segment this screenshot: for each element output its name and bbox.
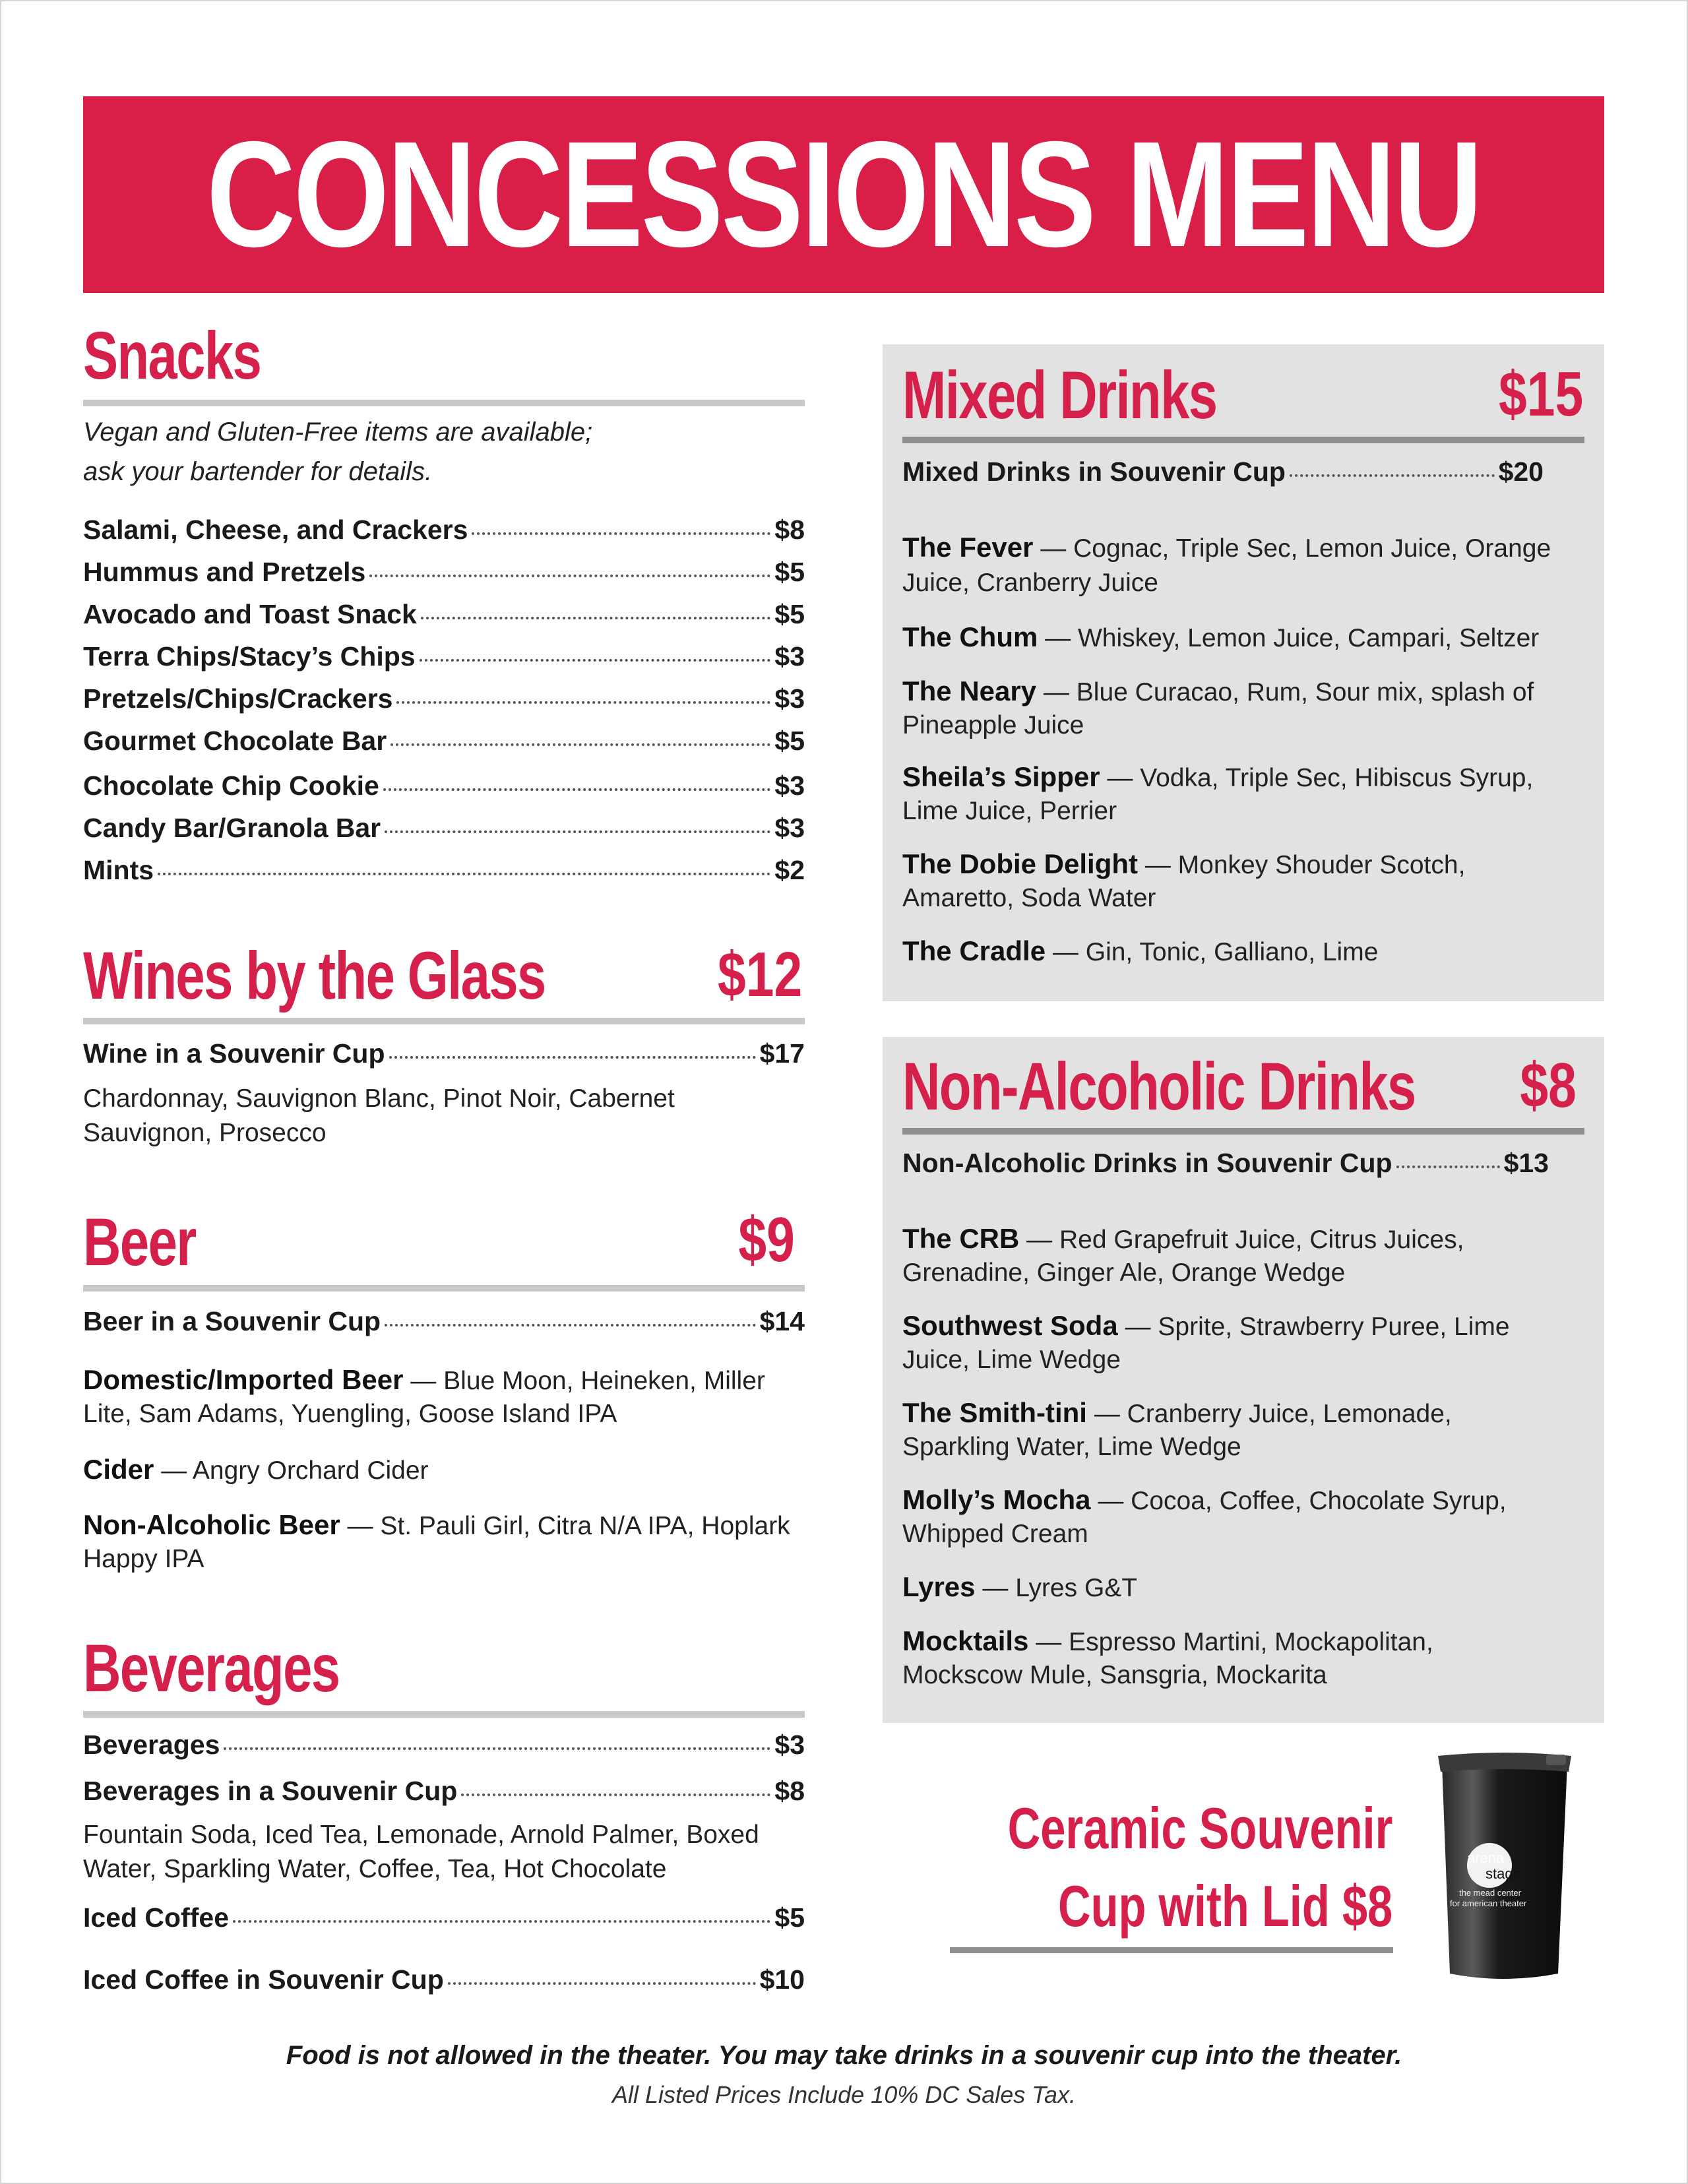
beer-souvenir-item xyxy=(83,1306,805,1337)
beverage-item xyxy=(83,1730,805,1761)
mixed-souvenir-item xyxy=(902,456,1544,487)
nonalc-drink-item: Lyres — Lyres G&T xyxy=(902,1571,1138,1602)
dot-leader xyxy=(224,1747,770,1750)
snack-item-name: Avocado and Toast Snack xyxy=(83,599,417,629)
mixed-drink-name: The Neary xyxy=(902,675,1037,706)
snack-item-name: Terra Chips/Stacy’s Chips xyxy=(83,641,416,671)
beer-item: Cider — Angry Orchard Cider xyxy=(83,1454,429,1485)
snack-item xyxy=(83,813,805,844)
mixed-drink-name: The Cradle xyxy=(902,935,1046,966)
beverages-list-line2: Water, Sparkling Water, Coffee, Tea, Hot Chocolate xyxy=(83,1855,667,1883)
beverage-item-price: $3 xyxy=(774,1730,805,1760)
beverages-rule xyxy=(83,1711,805,1718)
footer-policy: Food is not allowed in the theater. You may take drinks in a souvenir cup into the theater. xyxy=(286,2041,1402,2070)
nonalc-drink-name: The CRB xyxy=(902,1223,1020,1254)
snack-item xyxy=(83,770,805,801)
footer-tax-note: All Listed Prices Include 10% DC Sales Tax. xyxy=(611,2081,1076,2108)
mixed-drink-desc-line2: Juice, Cranberry Juice xyxy=(902,569,1158,597)
coffee-item xyxy=(83,1902,805,1933)
wine-list-line1: Chardonnay, Sauvignon Blanc, Pinot Noir, Cabernet xyxy=(83,1084,675,1113)
logo-tagline-1: the mead center xyxy=(1459,1888,1521,1898)
dot-leader xyxy=(233,1920,770,1923)
mixed-drink-name: Sheila’s Sipper xyxy=(902,761,1100,792)
mixed-drink-desc: Vodka, Triple Sec, Hibiscus Syrup, xyxy=(1140,764,1534,792)
wine-souvenir-item xyxy=(83,1038,805,1069)
mixed-drink-item: The Cradle — Gin, Tonic, Galliano, Lime xyxy=(902,935,1379,966)
nonalc-drink-item: Molly’s Mocha — Cocoa, Coffee, Chocolate Syrup, xyxy=(902,1484,1507,1515)
logo-word-arena: arena xyxy=(1467,1850,1505,1866)
wines-price: $12 xyxy=(717,939,802,1010)
souvenir-rule xyxy=(950,1947,1393,1953)
snacks-note-line1: Vegan and Gluten-Free items are available; xyxy=(83,418,593,447)
coffee-item xyxy=(83,1964,805,1995)
wine-souvenir-name: Wine in a Souvenir Cup xyxy=(83,1038,385,1069)
page-title: CONCESSIONS MENU xyxy=(206,110,1481,278)
beverages-list-line1: Fountain Soda, Iced Tea, Lemonade, Arnold Palmer, Boxed xyxy=(83,1821,759,1849)
snack-item-price: $5 xyxy=(774,726,805,756)
snack-item-name: Pretzels/Chips/Crackers xyxy=(83,683,393,714)
dot-leader xyxy=(461,1794,770,1796)
dot-leader xyxy=(369,575,770,577)
beer-item-desc: Blue Moon, Heineken, Miller xyxy=(443,1367,765,1395)
nonalc-drink-desc: Red Grapefruit Juice, Citrus Juices, xyxy=(1059,1226,1464,1254)
beer-item-desc-line2: Happy IPA xyxy=(83,1545,204,1573)
nonalc-drink-name: Molly’s Mocha xyxy=(902,1484,1091,1515)
snack-item xyxy=(83,683,805,714)
beer-item: Domestic/Imported Beer — Blue Moon, Heineken, Miller xyxy=(83,1364,765,1395)
logo-word-stage: stage xyxy=(1485,1865,1521,1882)
nonalc-drink-name: The Smith-tini xyxy=(902,1397,1087,1428)
beer-item: Non-Alcoholic Beer — St. Pauli Girl, Citra N/A IPA, Hoplark xyxy=(83,1509,790,1540)
snack-item-name: Salami, Cheese, and Crackers xyxy=(83,515,468,545)
dot-leader xyxy=(396,701,770,704)
beer-item-desc: St. Pauli Girl, Citra N/A IPA, Hoplark xyxy=(380,1512,790,1540)
beverage-item xyxy=(83,1776,805,1807)
beer-item-name: Cider xyxy=(83,1454,154,1485)
beer-item-desc-line2: Lite, Sam Adams, Yuengling, Goose Island IPA xyxy=(83,1400,617,1428)
mixed-drink-desc-line2: Pineapple Juice xyxy=(902,711,1084,739)
nonalc-drink-desc: Sprite, Strawberry Puree, Lime xyxy=(1158,1313,1510,1341)
coffee-item-name: Iced Coffee in Souvenir Cup xyxy=(83,1964,444,1995)
snack-item-price: $2 xyxy=(774,855,805,885)
beverages-title: Beverages xyxy=(83,1631,340,1706)
wine-souvenir-price: $17 xyxy=(759,1038,805,1069)
snack-item-price: $3 xyxy=(774,813,805,843)
non-alcoholic-panel xyxy=(883,1037,1604,1723)
nonalc-drink-item: Mocktails — Espresso Martini, Mockapolitan, xyxy=(902,1625,1433,1656)
snack-item xyxy=(83,726,805,757)
mixed-drink-desc: Whiskey, Lemon Juice, Campari, Seltzer xyxy=(1078,624,1540,652)
souvenir-cup-image xyxy=(1433,1749,1574,1985)
dot-leader xyxy=(158,873,770,875)
snack-item-price: $3 xyxy=(774,641,805,671)
snack-item xyxy=(83,855,805,886)
mixed-drink-desc: Cognac, Triple Sec, Lemon Juice, Orange xyxy=(1073,534,1551,563)
snack-item-name: Candy Bar/Granola Bar xyxy=(83,813,381,843)
beer-title: Beer xyxy=(83,1204,196,1280)
logo-tagline-2: for american theater xyxy=(1450,1898,1527,1908)
nonalc-drink-desc-line2: Sparkling Water, Lime Wedge xyxy=(902,1433,1241,1461)
nonalc-drink-desc: Cocoa, Coffee, Chocolate Syrup, xyxy=(1131,1487,1507,1515)
dot-leader xyxy=(383,788,771,791)
mixed-drink-name: The Fever xyxy=(902,532,1034,563)
nonalc-souvenir-price: $13 xyxy=(1503,1148,1549,1178)
snack-item-name: Mints xyxy=(83,855,154,885)
snack-item-price: $3 xyxy=(774,770,805,801)
non-alcoholic-title: Non-Alcoholic Drinks xyxy=(902,1049,1416,1124)
beverage-item-name: Beverages in a Souvenir Cup xyxy=(83,1776,458,1806)
mixed-drinks-rule xyxy=(902,437,1584,443)
nonalc-drink-desc-line2: Whipped Cream xyxy=(902,1520,1088,1548)
nonalc-drink-item: Southwest Soda — Sprite, Strawberry Puree, Lime xyxy=(902,1310,1510,1341)
beer-item-name: Domestic/Imported Beer xyxy=(83,1364,404,1395)
beer-item-desc: Angry Orchard Cider xyxy=(192,1456,429,1485)
nonalc-drink-desc-line2: Juice, Lime Wedge xyxy=(902,1346,1121,1374)
snack-item-name: Hummus and Pretzels xyxy=(83,557,366,587)
beer-souvenir-price: $14 xyxy=(759,1306,805,1336)
coffee-item-name: Iced Coffee xyxy=(83,1902,229,1933)
snack-item xyxy=(83,557,805,588)
mixed-drink-name: The Chum xyxy=(902,621,1038,652)
nonalc-souvenir-name: Non-Alcoholic Drinks in Souvenir Cup xyxy=(902,1148,1392,1178)
nonalc-drink-item: The Smith-tini — Cranberry Juice, Lemonade, xyxy=(902,1397,1452,1428)
nonalc-drink-item: The CRB — Red Grapefruit Juice, Citrus Juices, xyxy=(902,1223,1464,1254)
dot-leader xyxy=(391,743,770,746)
snacks-note-line2: ask your bartender for details. xyxy=(83,457,433,486)
non-alcoholic-rule xyxy=(902,1128,1584,1135)
wine-list-line2: Sauvignon, Prosecco xyxy=(83,1119,327,1147)
coffee-item-price: $5 xyxy=(774,1902,805,1933)
mixed-drink-desc-line2: Amaretto, Soda Water xyxy=(902,884,1156,912)
mixed-drink-desc: Blue Curacao, Rum, Sour mix, splash of xyxy=(1076,678,1534,706)
snack-item xyxy=(83,641,805,672)
beer-price: $9 xyxy=(738,1204,795,1275)
mixed-drink-item: The Chum — Whiskey, Lemon Juice, Campari, Seltzer xyxy=(902,621,1540,652)
beverage-item-price: $8 xyxy=(774,1776,805,1806)
wines-rule xyxy=(83,1018,805,1024)
nonalc-drink-name: Lyres xyxy=(902,1571,976,1602)
beer-item-name: Non-Alcoholic Beer xyxy=(83,1509,340,1540)
mixed-drink-desc: Monkey Shouder Scotch, xyxy=(1177,851,1466,879)
nonalc-drink-name: Mocktails xyxy=(902,1625,1029,1656)
snack-item-name: Chocolate Chip Cookie xyxy=(83,770,379,801)
dot-leader xyxy=(385,1324,755,1326)
mixed-drink-desc: Gin, Tonic, Galliano, Lime xyxy=(1085,938,1379,966)
nonalc-drink-name: Southwest Soda xyxy=(902,1310,1118,1341)
snack-item-price: $5 xyxy=(774,557,805,587)
snack-item-price: $3 xyxy=(774,683,805,714)
dot-leader xyxy=(421,617,771,619)
dot-leader xyxy=(389,1056,756,1059)
souvenir-cup-title-line1: Ceramic Souvenir xyxy=(1007,1795,1392,1861)
mixed-souvenir-name: Mixed Drinks in Souvenir Cup xyxy=(902,456,1286,487)
non-alcoholic-price: $8 xyxy=(1520,1050,1577,1121)
cup-lid-tab xyxy=(1546,1755,1566,1765)
beer-souvenir-name: Beer in a Souvenir Cup xyxy=(83,1306,381,1336)
dot-leader xyxy=(448,1982,756,1985)
mixed-drink-item: The Dobie Delight — Monkey Shouder Scotch, xyxy=(902,848,1466,879)
beer-rule xyxy=(83,1285,805,1292)
snack-item-name: Gourmet Chocolate Bar xyxy=(83,726,387,756)
snacks-rule xyxy=(83,400,805,406)
snack-item xyxy=(83,599,805,630)
dot-leader xyxy=(1290,474,1495,477)
snack-item xyxy=(83,515,805,546)
nonalc-drink-desc-line2: Mockscow Mule, Sansgria, Mockarita xyxy=(902,1661,1327,1689)
mixed-drink-name: The Dobie Delight xyxy=(902,848,1138,879)
nonalc-drink-desc: Lyres G&T xyxy=(1015,1574,1138,1602)
mixed-drink-item: Sheila’s Sipper — Vodka, Triple Sec, Hibiscus Syrup, xyxy=(902,761,1534,792)
mixed-drinks-title: Mixed Drinks xyxy=(902,358,1217,433)
nonalc-drink-desc: Espresso Martini, Mockapolitan, xyxy=(1069,1628,1433,1656)
nonalc-drink-desc-line2: Grenadine, Ginger Ale, Orange Wedge xyxy=(902,1259,1346,1287)
mixed-drink-desc-line2: Lime Juice, Perrier xyxy=(902,797,1117,825)
nonalc-souvenir-item xyxy=(902,1148,1549,1179)
wines-title: Wines by the Glass xyxy=(83,938,546,1013)
beverage-item-name: Beverages xyxy=(83,1730,220,1760)
mixed-souvenir-price: $20 xyxy=(1498,456,1544,487)
mixed-drinks-price: $15 xyxy=(1498,359,1583,429)
souvenir-cup-title-line2: Cup with Lid $8 xyxy=(1057,1873,1392,1939)
mixed-drink-item: The Fever — Cognac, Triple Sec, Lemon Juice, Orange xyxy=(902,532,1551,563)
dot-leader xyxy=(420,659,771,662)
dot-leader xyxy=(1396,1166,1500,1168)
coffee-item-price: $10 xyxy=(759,1964,805,1995)
title-banner xyxy=(83,96,1604,293)
snack-item-price: $8 xyxy=(774,515,805,545)
dot-leader xyxy=(472,532,770,535)
nonalc-drink-desc: Cranberry Juice, Lemonade, xyxy=(1127,1400,1452,1428)
snack-item-price: $5 xyxy=(774,599,805,629)
mixed-drink-item: The Neary — Blue Curacao, Rum, Sour mix, splash of xyxy=(902,675,1534,706)
dot-leader xyxy=(385,830,770,833)
snacks-title: Snacks xyxy=(83,318,261,393)
